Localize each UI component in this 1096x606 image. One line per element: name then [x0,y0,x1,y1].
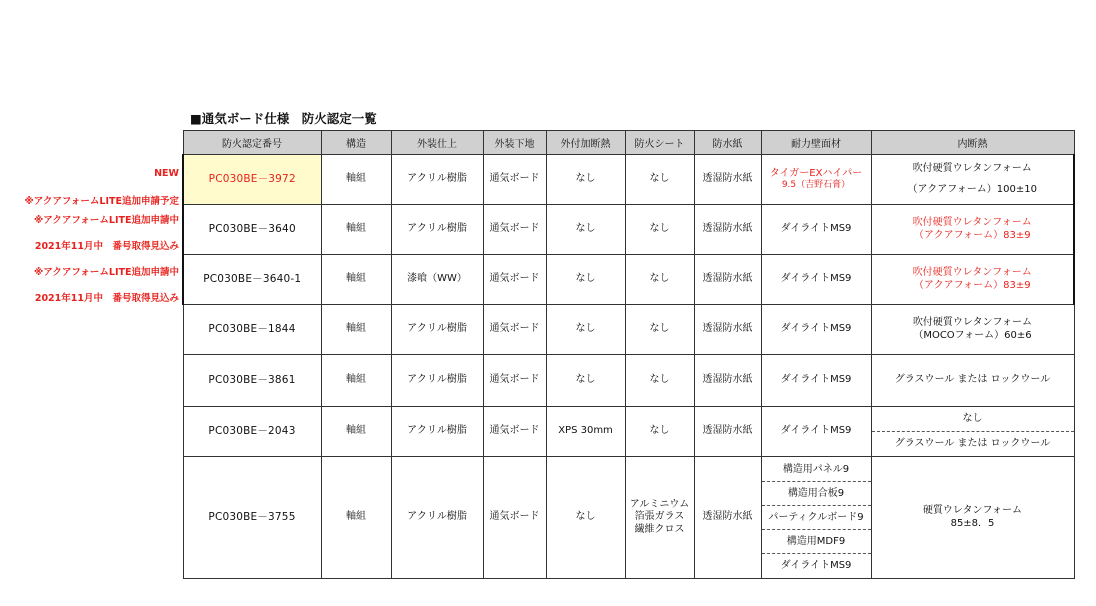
table-header-row [183,131,1074,155]
base-cell: 通気ボード [483,407,546,457]
fire-sheet-cell: なし [625,305,694,355]
wall-material-cell: ダイライトMS9 [761,255,871,305]
new-badge: NEW [154,168,179,179]
header-cell: 防火シート [625,131,694,155]
cert-number: PC030BE－3640 [183,205,321,255]
side-notes [0,0,179,606]
note-lite-applying-2: ※アクアフォームLITE追加申請中 [33,267,179,278]
finish-cell: アクリル樹脂 [391,305,483,355]
wall-material-option: 構造用合板9 [762,481,871,505]
waterproof-cell: 透湿防水紙 [694,205,761,255]
inner-insulation-line: 吹付硬質ウレタンフォーム [912,217,1032,228]
wall-material-line: 9.5（吉野石膏） [781,180,851,191]
fire-sheet-cell: なし [625,407,694,457]
ext-insulation-cell: なし [546,205,625,255]
ext-insulation-cell: なし [546,457,625,579]
table-row [183,305,1074,355]
finish-cell: アクリル樹脂 [391,457,483,579]
waterproof-cell: 透湿防水紙 [694,457,761,579]
table-row [183,155,1074,205]
inner-insulation-line: （MOCOフォーム）60±6 [913,329,1032,341]
wall-material-option: ダイライトMS9 [762,553,871,577]
header-cell: 構造 [321,131,391,155]
note-lite-applying-1: ※アクアフォームLITE追加申請中 [33,215,179,226]
fire-sheet-cell [625,457,694,579]
fire-sheet-cell: なし [625,205,694,255]
table-row [183,407,1074,457]
inner-insulation-option: グラスウール または ロックウール [872,431,1074,456]
structure-cell: 軸組 [321,355,391,407]
page-title: ■通気ボード仕様 防火認定一覧 [190,111,377,126]
inner-insulation-option: なし [962,413,983,424]
structure-cell: 軸組 [321,155,391,205]
wall-material-cell: ダイライトMS9 [761,407,871,457]
wall-material-cell: ダイライトMS9 [761,205,871,255]
inner-insulation-line: 85±8．5 [950,517,995,529]
cert-number: PC030BE－1844 [183,305,321,355]
wall-material-cell: ダイライトMS9 [761,355,871,407]
table-row [183,255,1074,305]
note-lite-plan: ※アクアフォームLITE追加申請予定 [24,196,179,207]
base-cell: 通気ボード [483,355,546,407]
base-cell: 通気ボード [483,205,546,255]
header-cell: 防火認定番号 [183,131,321,155]
table-row [183,355,1074,407]
finish-cell: アクリル樹脂 [391,407,483,457]
waterproof-cell: 透湿防水紙 [694,255,761,305]
base-cell: 通気ボード [483,255,546,305]
structure-cell: 軸組 [321,457,391,579]
finish-cell: アクリル樹脂 [391,205,483,255]
fire-sheet-cell: なし [625,355,694,407]
waterproof-cell: 透湿防水紙 [694,305,761,355]
note-lite-expect-1: 2021年11月中 番号取得見込み [34,241,179,252]
base-cell: 通気ボード [483,305,546,355]
fire-sheet-line: 箔張ガラス [634,511,685,523]
inner-insulation-line: （アクアフォーム）100±10 [907,183,1037,195]
inner-insulation-cell [871,407,1074,457]
table-row [183,457,1074,579]
wall-material-cell [761,457,871,579]
ext-insulation-cell: なし [546,255,625,305]
inner-insulation-line: 吹付硬質ウレタンフォーム [912,317,1033,328]
header-cell: 内断熱 [871,131,1074,155]
finish-cell: アクリル樹脂 [391,355,483,407]
wall-material-option: 構造用パネル9 [782,464,850,475]
waterproof-cell: 透湿防水紙 [694,407,761,457]
cert-number: PC030BE－3640-1 [183,255,321,305]
cert-number: PC030BE－3755 [183,457,321,579]
structure-cell: 軸組 [321,255,391,305]
waterproof-cell: 透湿防水紙 [694,355,761,407]
finish-cell: 漆喰（WW） [391,255,483,305]
wall-material-option: 構造用MDF9 [762,529,871,553]
fire-certification-table [182,130,1075,579]
waterproof-cell: 透湿防水紙 [694,155,761,205]
header-cell: 外装下地 [483,131,546,155]
base-cell: 通気ボード [483,155,546,205]
inner-insulation-line: 吹付硬質ウレタンフォーム [912,163,1032,174]
header-cell: 外装仕上 [391,131,483,155]
ext-insulation-cell: XPS 30mm [546,407,625,457]
structure-cell: 軸組 [321,407,391,457]
header-cell: 耐力壁面材 [761,131,871,155]
inner-insulation-cell [871,205,1074,255]
header-cell: 防水紙 [694,131,761,155]
wall-material-option: パーティクルボード9 [762,505,871,529]
ext-insulation-cell: なし [546,305,625,355]
cert-number: PC030BE－3972 [183,155,321,205]
structure-cell: 軸組 [321,305,391,355]
fire-sheet-cell: なし [625,255,694,305]
finish-cell: アクリル樹脂 [391,155,483,205]
inner-insulation-cell [871,457,1074,579]
inner-insulation-line: 硬質ウレタンフォーム [922,505,1023,516]
inner-insulation-cell [871,155,1074,205]
inner-insulation-cell [871,305,1074,355]
note-lite-expect-2: 2021年11月中 番号取得見込み [34,293,179,304]
ext-insulation-cell: なし [546,155,625,205]
fire-sheet-cell: なし [625,155,694,205]
fire-sheet-line: 繊維クロス [634,523,685,535]
wall-material-cell [761,155,871,205]
fire-sheet-line: アルミニウム [629,498,690,510]
cert-number: PC030BE－2043 [183,407,321,457]
cert-number: PC030BE－3861 [183,355,321,407]
inner-insulation-line: （アクアフォーム）83±9 [913,229,1031,241]
inner-insulation-cell: グラスウール または ロックウール [871,355,1074,407]
inner-insulation-line: （アクアフォーム）83±9 [913,279,1031,291]
structure-cell: 軸組 [321,205,391,255]
header-cell: 外付加断熱 [546,131,625,155]
ext-insulation-cell: なし [546,355,625,407]
wall-material-cell: ダイライトMS9 [761,305,871,355]
wall-material-line: タイガーEXハイパー [769,167,863,179]
inner-insulation-cell [871,255,1074,305]
inner-insulation-line: 吹付硬質ウレタンフォーム [912,267,1032,278]
table-row [183,205,1074,255]
base-cell: 通気ボード [483,457,546,579]
